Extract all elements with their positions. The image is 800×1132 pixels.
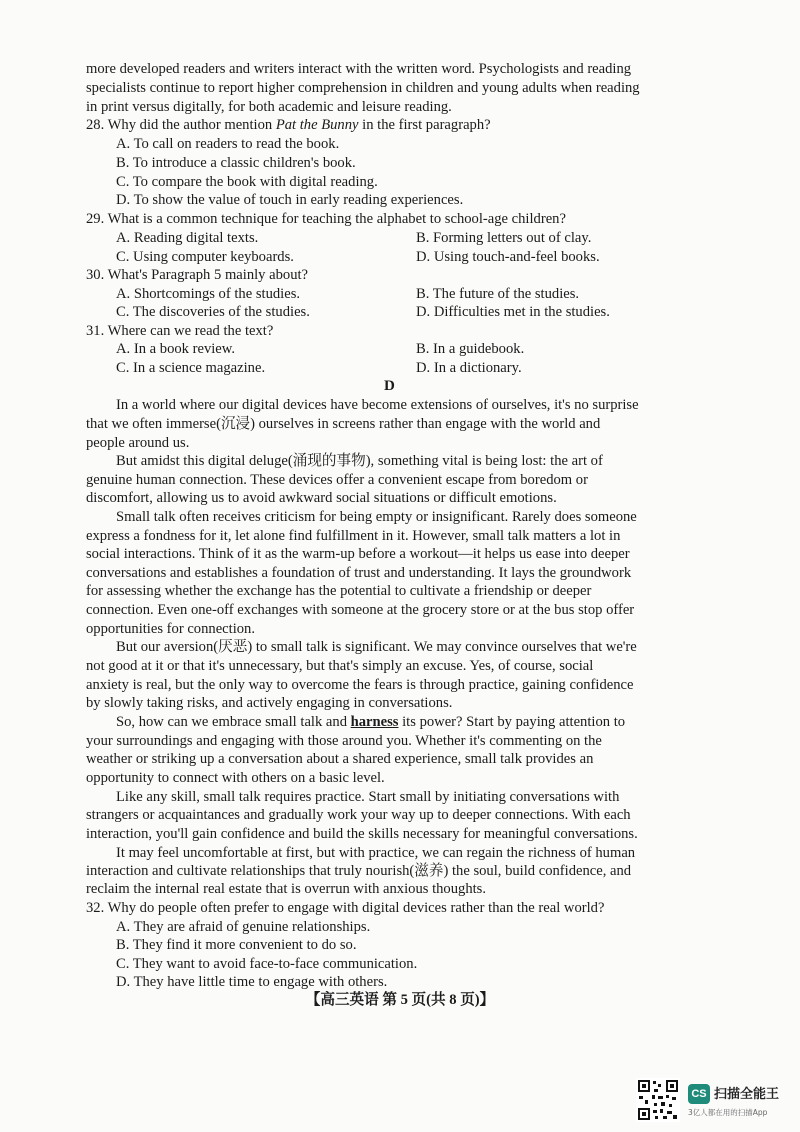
q28-option-c: C. To compare the book with digital reading. <box>116 174 378 190</box>
q30-option-b: B. The future of the studies. <box>416 286 580 302</box>
passage-line: It may feel uncomfortable at first, but with practice, we can regain the richness of human <box>116 845 636 861</box>
q31-option-d: D. In a dictionary. <box>416 360 522 376</box>
q31-option-b: B. In a guidebook. <box>416 341 525 357</box>
passage-line: social interactions. Think of it as the warm-up before a workout—it helps us ease into deeper <box>86 546 630 562</box>
scanner-brand: 扫描全能王 <box>714 1087 780 1102</box>
q29-option-d: D. Using touch-and-feel books. <box>416 249 600 265</box>
question-29-stem: 29. What is a common technique for teaching the alphabet to school-age children? <box>86 211 566 227</box>
section-heading: D <box>384 378 395 394</box>
highlighted-word: harness <box>350 714 399 730</box>
scanner-tagline: 3亿人都在用的扫描App <box>688 1108 768 1117</box>
passage-line: genuine human connection. These devices offer a convenient escape from boredom or <box>86 472 588 488</box>
passage-line: interaction, you'll gain confidence and build the skills necessary for meaningful conversations. <box>86 826 638 842</box>
q28-option-d: D. To show the value of touch in early reading experiences. <box>116 192 464 208</box>
q30-option-a: A. Shortcomings of the studies. <box>116 286 301 302</box>
q28-option-a: A. To call on readers to read the book. <box>116 136 340 152</box>
scanner-logo-icon: CS <box>688 1084 710 1104</box>
q32-option-c: C. They want to avoid face-to-face communication. <box>116 956 418 972</box>
passage-line: Small talk often receives criticism for being empty or insignificant. Rarely does someone <box>116 509 637 525</box>
scanner-watermark <box>636 1078 796 1122</box>
passage-line: anxiety is real, but the only way to overcome the fears is through practice, gaining confidence <box>86 677 634 693</box>
question-31-stem: 31. Where can we read the text? <box>86 323 274 339</box>
passage-line: But our aversion(厌恶) to small talk is significant. We may convince ourselves that we're <box>116 639 637 655</box>
passage-line: discomfort, allowing us to avoid awkward social situations or difficult emotions. <box>86 490 557 506</box>
q31-option-a: A. In a book review. <box>116 341 236 357</box>
passage-line: your surroundings and engaging with those around you. Whether it's commenting on the <box>86 733 602 749</box>
question-28-stem: 28. Why did the author mention Pat the Bunny in the first paragraph? <box>86 117 491 133</box>
passage-line: that we often immerse(沉浸) ourselves in screens rather than engage with the world and <box>86 416 601 432</box>
passage-line: for assessing whether the exchange has the potential to cultivate a friendship or deeper <box>86 583 592 599</box>
passage-line: opportunity to connect with others on a basic level. <box>86 770 385 786</box>
question-30-stem: 30. What's Paragraph 5 mainly about? <box>86 267 309 283</box>
q29-option-c: C. Using computer keyboards. <box>116 249 294 265</box>
passage-line: in print versus digitally, for both academic and leisure reading. <box>86 99 452 115</box>
passage-line: interaction and cultivate relationships that truly nourish(滋养) the soul, build confidence, and <box>86 863 632 879</box>
question-32-stem: 32. Why do people often prefer to engage with digital devices rather than the real world? <box>86 900 605 916</box>
page-footer: 【高三英语 第 5 页(共 8 页)】 <box>305 992 495 1008</box>
q29-option-a: A. Reading digital texts. <box>116 230 259 246</box>
q32-option-a: A. They are afraid of genuine relationships. <box>116 919 371 935</box>
passage-line: But amidst this digital deluge(涌现的事物), something vital is being lost: the art of <box>116 453 603 469</box>
passage-line: not good at it or that it's unnecessary, but that's simply an excuse. Yes, of course, social <box>86 658 594 674</box>
passage-line: express a fondness for it, let alone find fulfillment in it. However, small talk matters a lot in <box>86 528 621 544</box>
passage-line: weather or striking up a conversation about a shared experience, small talk provides an <box>86 751 594 767</box>
passage-line: people around us. <box>86 435 190 451</box>
passage-line: So, how can we embrace small talk and harness its power? Start by paying attention to <box>116 714 626 730</box>
q29-option-b: B. Forming letters out of clay. <box>416 230 592 246</box>
passage-line: specialists continue to report higher comprehension in children and young adults when reading <box>86 80 640 96</box>
passage-line: opportunities for connection. <box>86 621 256 637</box>
passage-line: conversations and establishes a foundation of trust and understanding. It lays the groundwork <box>86 565 632 581</box>
q28-option-b: B. To introduce a classic children's book. <box>116 155 356 171</box>
passage-line: by slowly taking risks, and actively engaging in conversations. <box>86 695 453 711</box>
passage-line: reclaim the internal real estate that is overrun with anxious thoughts. <box>86 881 486 897</box>
passage-line: more developed readers and writers interact with the written word. Psychologists and reading <box>86 61 632 77</box>
q30-option-c: C. The discoveries of the studies. <box>116 304 310 320</box>
passage-line: connection. Even one-off exchanges with someone at the grocery store or at the bus stop offer <box>86 602 635 618</box>
passage-line: Like any skill, small talk requires practice. Start small by initiating conversations with <box>116 789 620 805</box>
passage-line: strangers or acquaintances and gradually work your way up to deeper connections. With each <box>86 807 631 823</box>
q32-option-d: D. They have little time to engage with others. <box>116 974 388 990</box>
q30-option-d: D. Difficulties met in the studies. <box>416 304 610 320</box>
q32-option-b: B. They find it more convenient to do so. <box>116 937 357 953</box>
qr-code-icon <box>636 1078 680 1122</box>
q31-option-c: C. In a science magazine. <box>116 360 266 376</box>
passage-line: In a world where our digital devices have become extensions of ourselves, it's no surprise <box>116 397 639 413</box>
